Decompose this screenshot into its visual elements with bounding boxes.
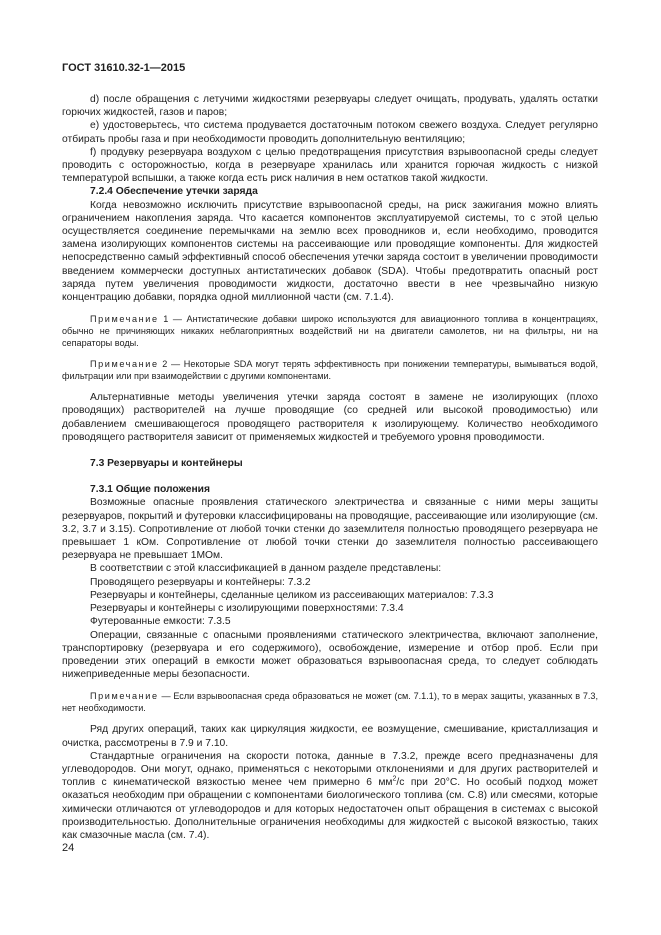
paragraph-f: f) продувку резервуара воздухом с целью предотвращения присутствия взрывоопасной среды следует проводить с осторожностью, когда в резервуаре хранилась или хранится горючая жидкость с низкой температурой вспышки, а также когда есть риск наличия в нем остатков такой жидкости. bbox=[62, 146, 598, 185]
section-heading-7-2-4: 7.2.4 Обеспечение утечки заряда bbox=[90, 186, 258, 198]
superscript-2: 2 bbox=[392, 775, 397, 783]
page-content bbox=[62, 93, 598, 842]
note-2 bbox=[62, 358, 598, 382]
paragraph-e: е) удостоверьтесь, что система продувается достаточным потоком свежего воздуха. Следует регулярно отбирать пробы газа и при необходимости проводить дополнительную вентиляцию; bbox=[62, 120, 598, 145]
list-item-2: Резервуары и контейнеры, сделанные целиком из рассеивающих материалов: 7.3.3 bbox=[90, 589, 494, 601]
paragraph-7-3-1-c: Операции, связанные с опасными проявлениями статического электричества, включают заполнение, транспортировку (резервуара и его содержимого), освобождение, измерение и отбор проб. Если при проведении этих операций в емкости может образоваться взрывоопасная среда, то следует соблюдать нижеприведенные меры безопасности. bbox=[62, 629, 598, 681]
section-heading-7-3-1: 7.3.1 Общие положения bbox=[90, 484, 210, 496]
note-3 bbox=[62, 690, 598, 714]
page-number: 24 bbox=[62, 842, 75, 854]
note-text: — Если взрывоопасная среда образоваться не может (см. 7.1.1), то в мерах защиты, указанных в 7.3, нет необходимости. bbox=[62, 691, 598, 714]
paragraph-7-3-1-e-part-b: /с при 20°С. Но особый подход может оказаться необходим при обращении с компонентами биологического топлива (см. С.8) или смесями, которые химически отличаются от углеводородов и для которых недостаточен опыт обращения в системах с высокой производительностью. Дополнительные ограничения необходимы для жидкостей с высокой вязкостью, таких как смазочные масла (см. 7.4). bbox=[62, 777, 598, 841]
note-text: 1 — Антистатические добавки широко используются для авиационного топлива в концентрациях, обычно не причиняющих никаких неблагоприятных воздействий ни на двигатели самолетов, ни на фильтры, ни на сепараторы воды. bbox=[62, 314, 598, 349]
list-item-1: Проводящего резервуары и контейнеры: 7.3.2 bbox=[90, 576, 311, 588]
note-label: Примечание bbox=[90, 314, 159, 325]
paragraph-7-2-4-a: Когда невозможно исключить присутствие взрывоопасной среды, на риск зажигания можно влиять ограничением накопления заряда. Что касается компонентов эксплуатируемой системы, то с этой целью осуществляется соединение перемычками на землю всех проводников и, если необходимо, проводится замена изолирующих компонентов системы на рассеивающие или проводящие компоненты. Для жидкостей непосредственно самый эффективный способ обеспечения утечки заряда состоит в увеличении проводимости введением коммерчески доступных антистатических добавок (SDA). Чтобы предотвратить опасный рост заряда путем увеличения проводимости жидкости, достаточно ввести в нее чрезвычайно низкую концентрацию добавки, порядка одной миллионной части (см. 7.1.4). bbox=[62, 199, 598, 304]
list-item-3: Резервуары и контейнеры с изолирующими поверхностями: 7.3.4 bbox=[90, 603, 404, 615]
list-item-4: Футерованные емкости: 7.3.5 bbox=[90, 616, 231, 628]
document-code: ГОСТ 31610.32-1—2015 bbox=[62, 62, 186, 74]
paragraph-7-2-4-b: Альтернативные методы увеличения утечки заряда состоят в замене не изолирующих (плохо проводящих) растворителей на лучше проводящие (со средней или высокой проводимостью) или добавлением смешивающегося проводящего растворителя к изолирующему. Количество необходимого проводящего растворителя зависит от применяемых жидкостей и требуемого уровня проводимости. bbox=[62, 392, 598, 443]
section-heading-7-3: 7.3 Резервуары и контейнеры bbox=[90, 458, 243, 470]
note-label: Примечание bbox=[90, 691, 159, 702]
paragraph-7-3-1-e-part-a: Стандартные ограничения на скорости потока, данные в 7.3.2, прежде всего предназначены для углеводородов. Они могут, однако, применяться с некоторыми отклонениями и для других растворителей и топлив с кинематической вязкостью менее чем примерно 6 мм bbox=[62, 750, 598, 789]
note-text: 2 — Некоторые SDA могут терять эффективность при понижении температуры, вымываться водой, фильтрации или при взаимодействии с другими компонентами. bbox=[62, 359, 598, 382]
paragraph-7-3-1-a: Возможные опасные проявления статического электричества и связанные с ними меры защиты резервуаров, покрытий и футеровки классифицированы на проводящие, рассеивающие или изолирующие (см. 3.2, 3.7 и 3.15). Сопротивление от любой точки стенки до заземлителя полностью проводящего резервуара не превышает 1 кОм. Сопротивление от любой точки стенки до заземлителя полностью рассеивающего резервуара не превышает 1МОм. bbox=[62, 497, 598, 562]
note-1 bbox=[62, 313, 598, 349]
paragraph-7-3-1-e bbox=[62, 750, 598, 842]
paragraph-7-3-1-d: Ряд других операций, таких как циркуляция жидкости, ее возмущение, смешивание, кристаллизация и очистка, рассмотрены в 7.9 и 7.10. bbox=[62, 724, 598, 749]
paragraph-d: d) после обращения с летучими жидкостями резервуары следует очищать, продувать, удалять остатки горючих жидкостей, газов и паров; bbox=[62, 94, 598, 119]
paragraph-7-3-1-b: В соответствии с этой классификацией в данном разделе представлены: bbox=[90, 563, 442, 575]
note-label: Примечание bbox=[90, 359, 159, 370]
